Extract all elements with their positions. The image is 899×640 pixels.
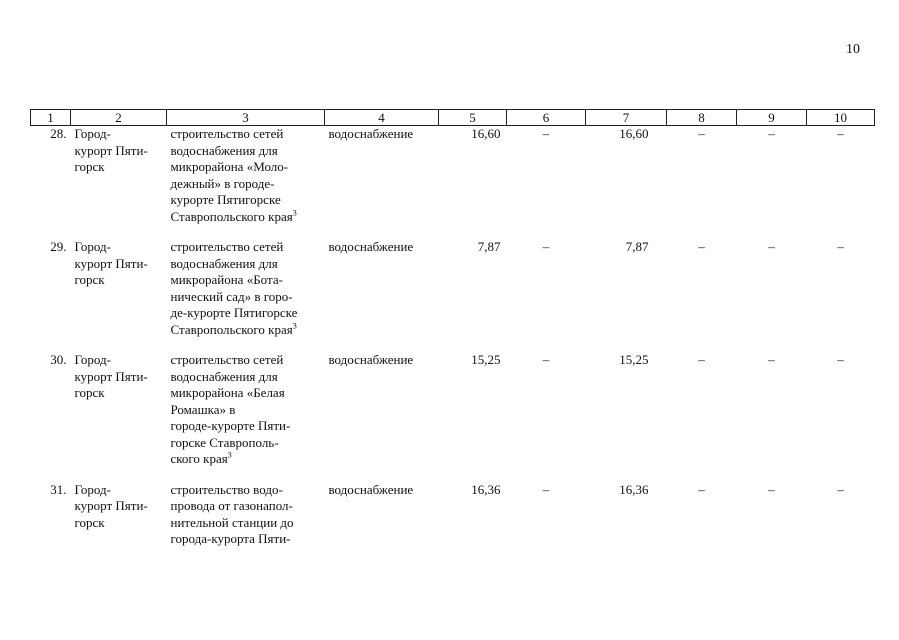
work-type: водоснабжение <box>328 126 414 141</box>
value-col5: 7,87 <box>477 239 501 254</box>
work-description-text: горске Ставрополь- <box>170 434 279 450</box>
work-description-line <box>171 322 321 339</box>
work-description-text: Ставропольского края <box>170 321 293 337</box>
place-name-line <box>75 143 163 160</box>
place-name-text: курорт Пяти- <box>74 255 148 271</box>
work-description-text: курорте Пятигорске <box>170 192 281 207</box>
page-number: 10 <box>846 42 860 57</box>
place-name-text: курорт Пяти- <box>74 498 148 513</box>
work-description-text: нический сад» в горо- <box>170 288 293 304</box>
work-description-line <box>171 159 321 176</box>
work-description-text: городе-курорте Пяти- <box>170 418 291 433</box>
work-type: водоснабжение <box>328 481 414 497</box>
work-description-text: строительство сетей <box>170 352 284 367</box>
work-description-line <box>171 239 321 256</box>
work-description-line <box>171 418 321 435</box>
place-name-line <box>75 498 163 515</box>
place-name-line <box>75 385 163 402</box>
value-col9: – <box>768 239 775 254</box>
row-number: 28. <box>50 126 67 141</box>
work-description-text: микрорайона «Бота- <box>170 272 283 287</box>
header-row <box>31 110 875 126</box>
value-col7: 15,25 <box>619 352 649 367</box>
value-col9: – <box>768 352 775 367</box>
header-cell: 1 <box>31 110 71 126</box>
work-description-text: города-курорта Пяти- <box>170 531 291 546</box>
place-name-text: горск <box>74 385 105 400</box>
place-name-line <box>75 256 163 273</box>
work-description-line <box>171 209 321 226</box>
work-description-text: микрорайона «Моло- <box>170 159 289 174</box>
work-description-line <box>171 305 321 322</box>
place-name-text: Город- <box>74 126 111 141</box>
work-description-text: ского края <box>170 451 228 466</box>
work-type: водоснабжение <box>328 239 414 254</box>
value-col6: – <box>542 352 550 367</box>
table-row <box>31 352 875 482</box>
value-col6: – <box>542 126 550 141</box>
value-col5: 16,60 <box>471 126 501 141</box>
work-description-line <box>171 482 321 499</box>
data-table <box>30 109 875 548</box>
work-description-text: нительной станции до <box>170 514 294 530</box>
value-col7: 16,36 <box>619 481 649 497</box>
header-cell: 8 <box>667 110 737 126</box>
place-name-line <box>75 352 163 369</box>
work-description-line <box>171 385 321 402</box>
place-name-text: Город- <box>74 239 111 254</box>
place-name-text: горск <box>74 159 105 174</box>
place-name <box>71 126 167 240</box>
work-description-text: Ромашка» в <box>170 401 236 417</box>
header-cell: 9 <box>737 110 807 126</box>
work-description-line <box>171 352 321 369</box>
value-col6: – <box>542 239 550 254</box>
place-name-line <box>75 369 163 386</box>
place-name-text: Город- <box>74 352 111 367</box>
work-description-line <box>171 402 321 419</box>
value-col7: 7,87 <box>625 239 649 254</box>
header-cell: 3 <box>167 110 325 126</box>
place-name-text: курорт Пяти- <box>74 368 148 384</box>
work-description-text: водоснабжения для <box>170 368 278 384</box>
footnote-marker: 3 <box>292 321 297 331</box>
value-col10: – <box>837 126 844 141</box>
work-description-line <box>171 531 321 548</box>
work-description-text: провода от газонапол- <box>170 498 293 513</box>
header-cell: 4 <box>325 110 439 126</box>
place-name-line <box>75 239 163 256</box>
value-col8: – <box>698 481 705 497</box>
place-name <box>71 482 167 548</box>
work-type: водоснабжение <box>328 352 414 367</box>
work-description <box>167 482 325 548</box>
place-name-line <box>75 159 163 176</box>
work-description-line <box>171 498 321 515</box>
row-number: 30. <box>50 352 67 367</box>
work-description <box>167 126 325 240</box>
work-description <box>167 352 325 482</box>
place-name-line <box>75 482 163 499</box>
work-description-line <box>171 176 321 193</box>
row-number: 31. <box>50 481 67 497</box>
work-description-line <box>171 515 321 532</box>
table-row <box>31 239 875 352</box>
value-col6: – <box>542 481 550 497</box>
header-cell: 5 <box>439 110 507 126</box>
place-name-text: курорт Пяти- <box>74 142 148 158</box>
work-description-line <box>171 451 321 468</box>
work-description-text: микрорайона «Белая <box>170 385 285 400</box>
work-description <box>167 239 325 352</box>
value-col9: – <box>768 126 775 141</box>
place-name <box>71 352 167 482</box>
value-col10: – <box>837 352 844 367</box>
header-cell: 10 <box>807 110 875 126</box>
place-name-line <box>75 272 163 289</box>
work-description-text: строительство сетей <box>170 126 284 141</box>
table-row <box>31 126 875 240</box>
work-description-line <box>171 126 321 143</box>
place-name-line <box>75 126 163 143</box>
value-col8: – <box>698 239 705 254</box>
value-col10: – <box>837 239 844 254</box>
value-col10: – <box>837 481 844 497</box>
place-name-text: горск <box>74 272 105 287</box>
header-cell: 2 <box>71 110 167 126</box>
value-col8: – <box>698 126 705 141</box>
value-col8: – <box>698 352 705 367</box>
work-description-text: строительство водо- <box>170 481 283 497</box>
work-description-text: водоснабжения для <box>170 255 278 271</box>
value-col9: – <box>768 481 775 497</box>
footnote-marker: 3 <box>292 208 297 218</box>
place-name <box>71 239 167 352</box>
work-description-line <box>171 272 321 289</box>
header-cell: 7 <box>586 110 667 126</box>
work-description-line <box>171 143 321 160</box>
work-description-line <box>171 192 321 209</box>
footnote-marker: 3 <box>227 450 232 460</box>
work-description-line <box>171 289 321 306</box>
row-number: 29. <box>50 239 67 254</box>
value-col5: 16,36 <box>471 481 501 497</box>
place-name-text: Город- <box>74 481 111 497</box>
work-description-line <box>171 369 321 386</box>
work-description-text: строительство сетей <box>170 239 284 254</box>
work-description-text: дежный» в городе- <box>170 175 275 191</box>
work-description-text: де-курорте Пятигорске <box>170 305 298 320</box>
work-description-line <box>171 256 321 273</box>
place-name-text: горск <box>74 514 105 530</box>
table-row <box>31 482 875 548</box>
work-description-text: водоснабжения для <box>170 142 278 158</box>
value-col5: 15,25 <box>471 352 501 367</box>
header-cell: 6 <box>507 110 586 126</box>
work-description-text: Ставропольского края <box>170 208 293 224</box>
work-description-line <box>171 435 321 452</box>
value-col7: 16,60 <box>619 126 649 141</box>
place-name-line <box>75 515 163 532</box>
